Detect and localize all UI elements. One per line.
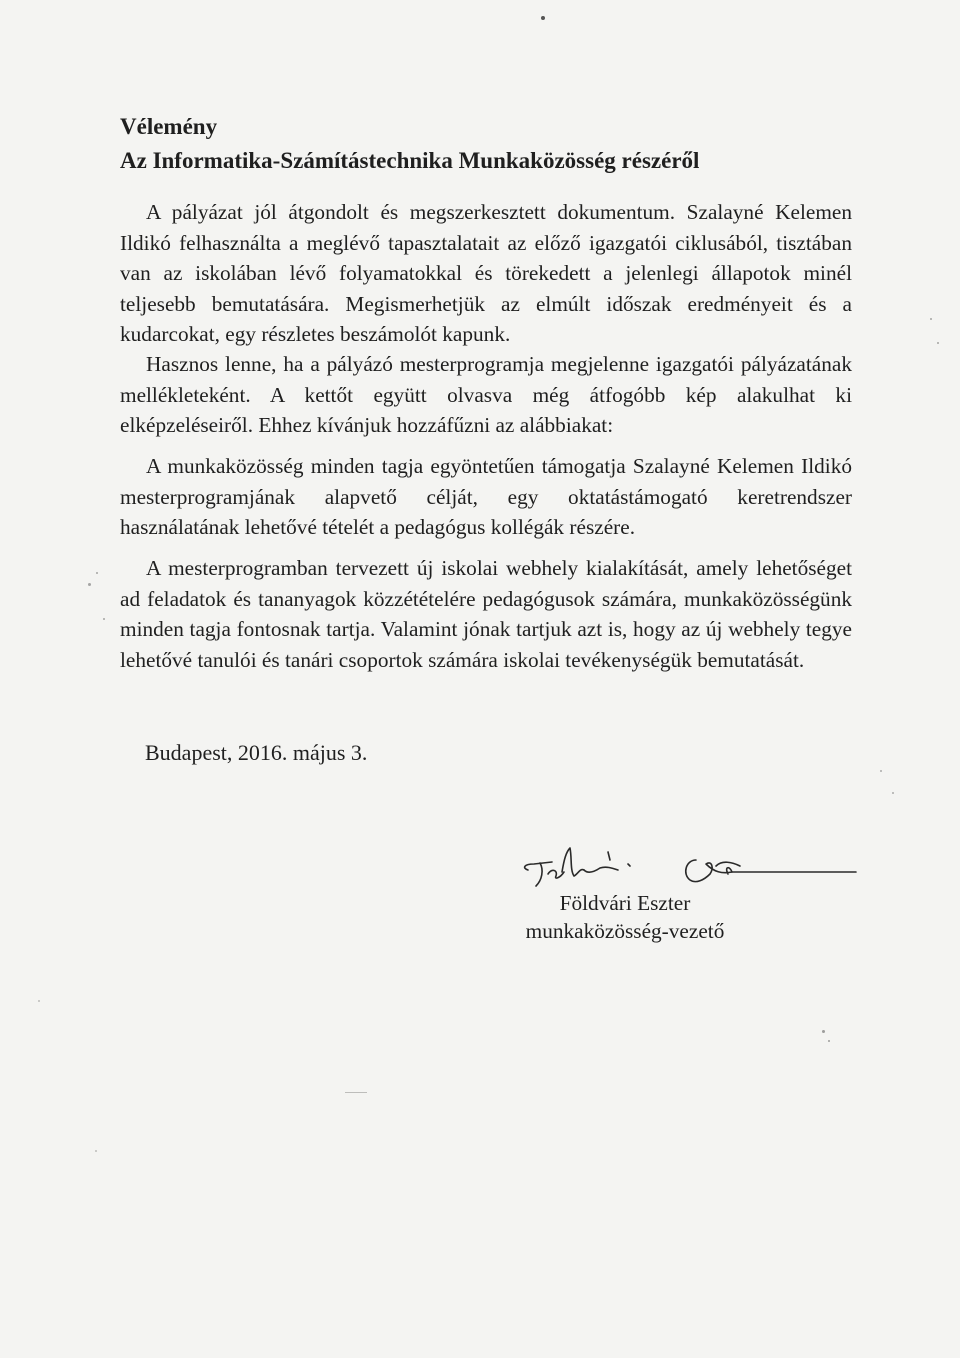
paragraph-3 bbox=[120, 451, 852, 543]
scan-speck bbox=[880, 770, 882, 772]
scan-speck bbox=[345, 1092, 367, 1093]
scan-speck bbox=[95, 1150, 97, 1152]
scan-speck bbox=[822, 1030, 825, 1033]
signer-name: Földvári Eszter bbox=[559, 891, 691, 915]
paragraph-3-text: A munkaközösség minden tagja egyöntetűen támogatja Szalayné Kelemen Ildikó mesterprogramjának alapvető célját, egy oktatástámogató keretrendszer használatának lehetővé tételét a pedagógus kollégák részére. bbox=[120, 454, 852, 540]
scan-speck bbox=[541, 16, 545, 20]
paragraph-2-text: Hasznos lenne, ha a pályázó mesterprogramja megjelenne igazgatói pályázatának mellékleteként. A kettőt együtt olvasva még átfogóbb kép alakulhat ki elképzeléseiről. Ehhez kívánjuk hozzáfűzni az alábbiakat: bbox=[120, 352, 852, 438]
paragraph-4-text: A mesterprogramban tervezett új iskolai webhely kialakítását, amely lehetőséget ad feladatok és tananyagok közzétételére pedagógusok számára, munkaközösségünk minden tagja fontosnak tartja. Valamint jónak tartjuk azt is, hogy az új webhely tegye lehetővé tanulói és tanári csoportok számára iskolai tevékenységük bemutatását. bbox=[120, 556, 852, 672]
scan-speck bbox=[892, 792, 894, 794]
document-subtitle: Az Informatika-Számítástechnika Munkaközösség részéről bbox=[120, 148, 700, 173]
document-title: Vélemény bbox=[120, 114, 218, 139]
paragraph-2 bbox=[120, 349, 852, 441]
scan-speck bbox=[88, 583, 91, 586]
signer-role: munkaközösség-vezető bbox=[525, 919, 725, 943]
paragraph-4 bbox=[120, 553, 852, 675]
scan-speck bbox=[937, 342, 939, 344]
scan-speck bbox=[38, 1000, 40, 1002]
heading-block bbox=[120, 112, 699, 176]
scan-speck bbox=[103, 618, 105, 620]
paragraph-1-text: A pályázat jól átgondolt és megszerkesztett dokumentum. Szalayné Kelemen Ildikó felhasználta a meglévő tapasztalatait az előző igazgatói ciklusából, tisztában van az iskolában lévő folyamatokkal és törekedett a jelenlegi állapotok minél teljesebb bemutatására. Megismerhetjük az elmúlt időszak eredményeit és a kudarcokat, egy részletes beszámolót kapunk. bbox=[120, 200, 852, 347]
place-and-date: Budapest, 2016. május 3. bbox=[145, 740, 368, 765]
paragraph-1 bbox=[120, 197, 852, 350]
signer-block bbox=[515, 889, 735, 945]
scan-speck bbox=[930, 318, 932, 320]
scan-speck bbox=[96, 572, 98, 574]
scan-speck bbox=[828, 1040, 830, 1042]
